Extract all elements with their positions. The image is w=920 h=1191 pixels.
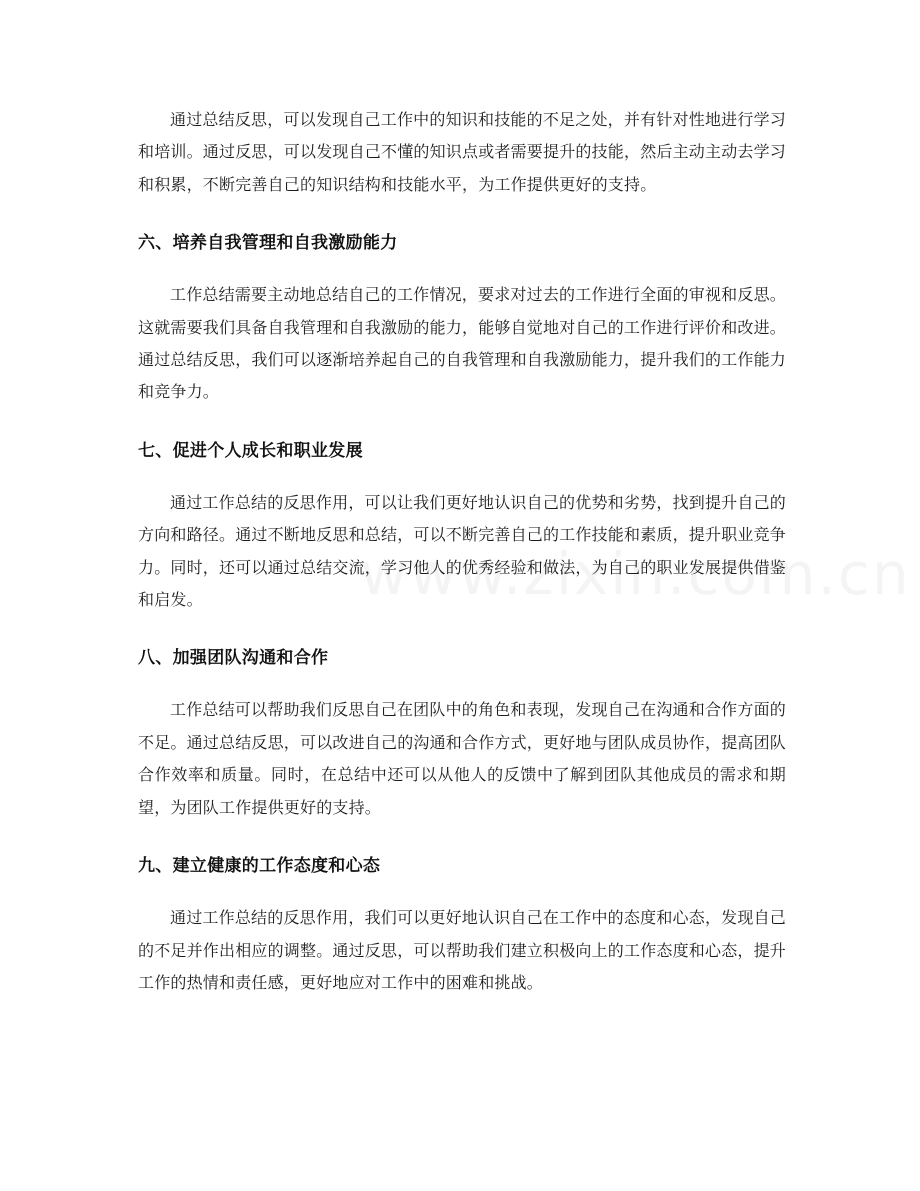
intro-paragraph: 通过总结反思，可以发现自己工作中的知识和技能的不足之处，并有针对性地进行学习和培训。通过反思，可以发现自己不懂的知识点或者需要提升的技能，然后主动主动去学习和积累，不断完善自己的知识结构和技能水平，为工作提供更好的支持。 bbox=[138, 110, 787, 194]
section-heading-6: 六、培养自我管理和自我激励能力 bbox=[138, 233, 398, 254]
section-paragraph-8: 工作总结可以帮助我们反思自己在团队中的角色和表现，发现自己在沟通和合作方面的不足。通过总结反思，可以改进自己的沟通和合作方式，更好地与团队成员协作，提高团队合作效率和质量。同时，在总结中还可以从他人的反馈中了解到团队其他成员的需求和期望，为团队工作提供更好的支持。 bbox=[138, 700, 787, 817]
section-paragraph-9: 通过工作总结的反思作用，我们可以更好地认识自己在工作中的态度和心态，发现自己的不足并作出相应的调整。通过反思，可以帮助我们建立积极向上的工作态度和心态，提升工作的热情和责任感，更好地应对工作中的困难和挑战。 bbox=[138, 908, 787, 992]
document-body bbox=[138, 104, 786, 999]
section-heading-7: 七、促进个人成长和职业发展 bbox=[138, 440, 363, 461]
section-paragraph-6: 工作总结需要主动地总结自己的工作情况，要求对过去的工作进行全面的审视和反思。这就需要我们具备自我管理和自我激励的能力，能够自觉地对自己的工作进行评价和改进。通过总结反思，我们可以逐渐培养起自己的自我管理和自我激励能力，提升我们的工作能力和竞争力。 bbox=[138, 285, 787, 402]
section-heading-8: 八、加强团队沟通和合作 bbox=[138, 648, 329, 669]
section-paragraph-7: 通过工作总结的反思作用，可以让我们更好地认识自己的优势和劣势，找到提升自己的方向和路径。通过不断地反思和总结，可以不断完善自己的工作技能和素质，提升职业竞争力。同时，还可以通过总结交流，学习他人的优秀经验和做法，为自己的职业发展提供借鉴和启发。 bbox=[138, 492, 787, 610]
section-heading-9: 九、建立健康的工作态度和心态 bbox=[138, 856, 381, 877]
